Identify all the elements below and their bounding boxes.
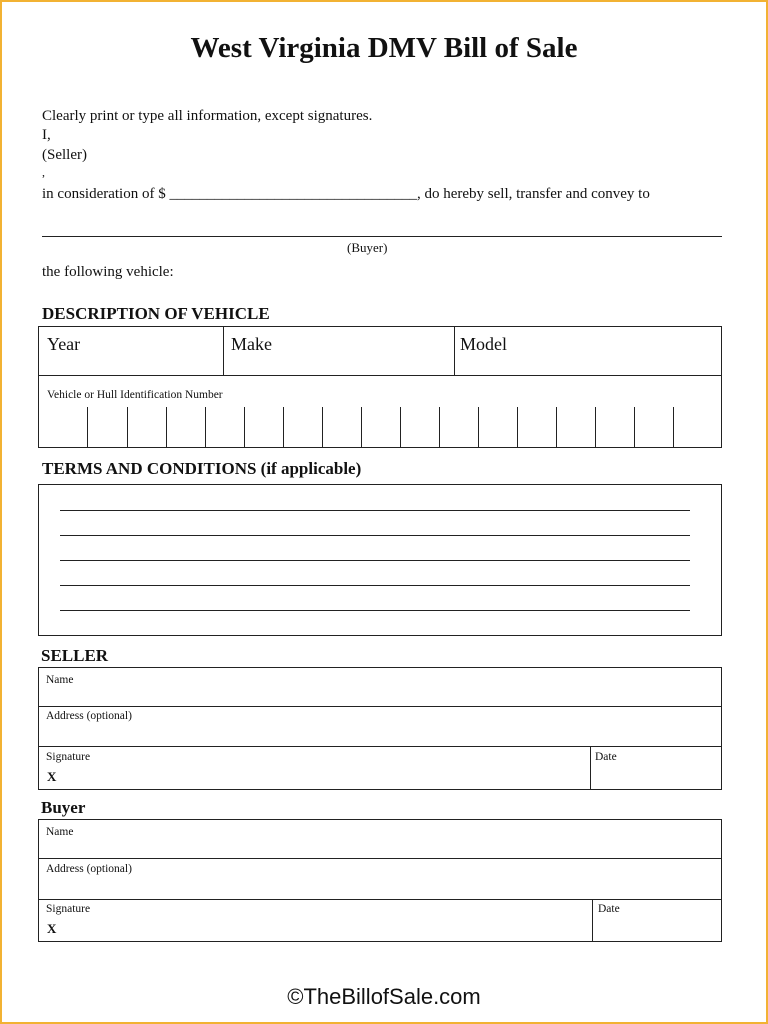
seller-x-mark: X bbox=[47, 769, 57, 784]
seller-heading: SELLER bbox=[41, 646, 109, 665]
seller-address-label: Address (optional) bbox=[46, 710, 132, 722]
buyer-caption: (Buyer) bbox=[347, 240, 388, 255]
seller-caption: (Seller) bbox=[42, 147, 87, 163]
buyer-x-mark: X bbox=[47, 921, 57, 936]
seller-name-label: Name bbox=[46, 674, 74, 686]
model-label: Model bbox=[460, 334, 507, 354]
consideration-prefix: in consideration of $ bbox=[42, 186, 166, 202]
following-vehicle-text: the following vehicle: bbox=[42, 264, 174, 280]
buyer-signature-field[interactable] bbox=[39, 900, 592, 941]
seller-date-field[interactable] bbox=[591, 747, 721, 789]
make-label: Make bbox=[231, 334, 272, 354]
buyer-address-label: Address (optional) bbox=[46, 863, 132, 875]
comma-mark: , bbox=[42, 165, 45, 179]
buyer-name-field-2[interactable] bbox=[39, 820, 721, 858]
document-title: West Virginia DMV Bill of Sale bbox=[190, 32, 578, 64]
buyer-address-field[interactable] bbox=[39, 859, 721, 899]
seller-box bbox=[38, 667, 722, 790]
price-field[interactable]: _________________________________ bbox=[169, 186, 417, 202]
buyer-heading: Buyer bbox=[41, 798, 86, 817]
buyer-name-label: Name bbox=[46, 826, 74, 838]
vin-field[interactable] bbox=[39, 407, 721, 447]
vehicle-heading: DESCRIPTION OF VEHICLE bbox=[42, 304, 270, 323]
consideration-suffix: , do hereby sell, transfer and convey to bbox=[416, 186, 650, 202]
footer-watermark: ©TheBillofSale.com bbox=[287, 984, 481, 1009]
buyer-date-field[interactable] bbox=[593, 900, 721, 941]
terms-heading: TERMS AND CONDITIONS (if applicable) bbox=[42, 459, 362, 478]
seller-date-label: Date bbox=[595, 751, 617, 763]
year-field[interactable] bbox=[47, 334, 80, 355]
vehicle-box bbox=[38, 326, 722, 448]
seller-address-field[interactable] bbox=[39, 707, 721, 746]
seller-signature-field[interactable] bbox=[39, 747, 590, 789]
seller-signature-label: Signature bbox=[46, 751, 91, 763]
seller-name-field[interactable] bbox=[39, 668, 721, 706]
consideration-line bbox=[42, 186, 732, 203]
buyer-date-label: Date bbox=[598, 903, 620, 915]
year-label: Year bbox=[47, 334, 81, 354]
buyer-signature-label: Signature bbox=[46, 903, 91, 915]
make-field[interactable] bbox=[231, 334, 272, 355]
vin-label: Vehicle or Hull Identification Number bbox=[47, 389, 223, 401]
model-field[interactable] bbox=[460, 334, 507, 355]
buyer-name-field[interactable] bbox=[42, 222, 722, 237]
i-label: I, bbox=[42, 127, 51, 143]
instruction-text: Clearly print or type all information, except signatures. bbox=[42, 108, 373, 124]
terms-box[interactable] bbox=[38, 484, 722, 636]
buyer-box bbox=[38, 819, 722, 942]
